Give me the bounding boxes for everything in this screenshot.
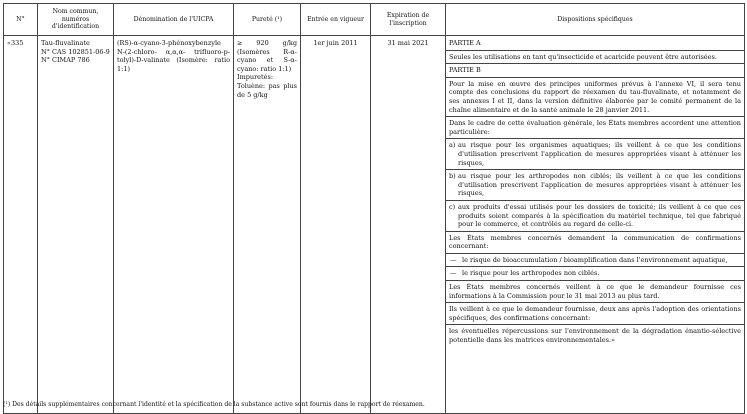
purity-value: ≥ 920 g/kg (Isomères R-α-cyano et S-α-cyano: ratio 1:1) [237, 39, 297, 73]
header-specific-provisions: Dispositions spécifiques [446, 4, 745, 36]
divider [446, 324, 744, 325]
substance-name: Tau-fluvalinate [41, 39, 90, 47]
item-label: b) [449, 172, 456, 181]
cimap-number: N° CIMAP 786 [41, 56, 90, 65]
item-label: a) [449, 141, 456, 150]
dash-label: — [450, 255, 457, 264]
deadline-text: Les États membres concernés veillent à ce que le demandeur fournisse ces informations à la Commission pour le 31 mai 2013 au plus tard. [449, 283, 741, 300]
divider [446, 253, 744, 254]
dash-text: le risque pour les arthropodes non ciblés. [462, 269, 600, 278]
confirm-intro: Les États membres concernés demandent la communication de confirmations concernant: [449, 233, 741, 251]
header-entry-into-force: Entrée en vigueur [301, 4, 371, 36]
divider [446, 231, 744, 232]
divider [446, 138, 744, 139]
cell-purity [234, 36, 301, 414]
iupac-name: (RS)-α-cyano-3-phénoxybenzyle N-(2-chloro- α,α,α- trifluoro-p-tolyl)-D-valinate (Isomère: ratio 1:1) [117, 39, 230, 73]
cell-iupac [114, 36, 234, 414]
part-a-text: Seules les utilisations en tant qu'insecticide et acaricide peuvent être autorisées. [449, 52, 717, 61]
list-item [449, 256, 741, 265]
cell-provisions [446, 36, 745, 414]
attention-intro: Dans le cadre de cette évaluation générale, les États membres accordent une attention particulière: [449, 119, 741, 136]
cell-entry-into-force [301, 36, 371, 414]
part-a-title: PARTIE A [449, 39, 481, 47]
divider [446, 200, 744, 201]
item-text: au risque pour les organismes aquatiques; ils veillent à ce que les conditions d'utilisation prescrivent l'application de mesures appropriées visant à atténuer les risques, [458, 141, 741, 167]
item-label: c) [449, 202, 456, 211]
cas-number: N° CAS 102851-06-9 [41, 47, 110, 56]
entry-date: 1er juin 2011 [313, 39, 358, 47]
item-text: au risque pour les arthropodes non ciblés; ils veillent à ce que les conditions d'utilisation prescrivent l'application de mesures appropriées visant à atténuer les risques, [458, 172, 741, 198]
divider [446, 63, 744, 64]
header-common-name: Nom commun, numéros d'identification [38, 4, 114, 36]
cell-common-name [38, 36, 114, 414]
footnote: (¹) Des détails supplémentaires concernant l'identité et la spécification de la substance active sont fournis dans le rapport de réexamen. [3, 401, 425, 408]
list-item [449, 269, 741, 278]
divider [446, 169, 744, 170]
cell-expiry [371, 36, 446, 414]
table-row [4, 36, 745, 414]
list-item [449, 141, 741, 167]
entry-number: «335 [7, 39, 24, 47]
part-b-intro: Pour la mise en œuvre des principes uniformes prévus à l'annexe VI, il sera tenu compte des conclusions du rapport de réexamen du tau-fluvalinate, et notamment de ses annexes I et II, dans la version définitive élaborée par le comité permanent de la chaîne alimentaire et de la santé animale le 28 janvier 2011. [449, 79, 741, 114]
divider [446, 116, 744, 117]
dash-text: le risque de bioaccumulation / bioamplification dans l'environnement aquatique, [462, 255, 728, 264]
impurities-label: Impuretés: [237, 73, 274, 82]
divider [446, 266, 744, 267]
part-b-title: PARTIE B [449, 66, 481, 75]
final-text: les éventuelles répercussions sur l'environnement de la dégradation énantio-sélective potentielle dans les matrices environnementales.» [449, 327, 741, 345]
header-iupac: Dénomination de l'UICPA [114, 4, 234, 36]
toluene-limit: Toluène: pas plus de 5 g/kg [237, 81, 297, 99]
item-text: aux produits d'essai utilisés pour les dossiers de toxicité; ils veillent à ce que ces produits soient comparés à la spécification du matériel technique, tel que fabriqué pour le commerce, et contrôlés au regard de celle-ci. [458, 202, 741, 229]
header-expiry: Expiration de l'inscription [371, 4, 446, 36]
dash-label: — [450, 269, 457, 278]
header-number: N° [4, 4, 38, 36]
header-row [4, 4, 745, 36]
expiry-date: 31 mai 2021 [387, 39, 429, 47]
regulation-table [3, 3, 745, 414]
divider [446, 50, 744, 51]
divider [446, 280, 744, 281]
header-purity: Pureté (¹) [234, 4, 301, 36]
cell-number [4, 36, 38, 414]
divider [446, 77, 744, 78]
divider [446, 302, 744, 303]
two-years-text: Ils veillent à ce que le demandeur fournisse, deux ans après l'adoption des orientations spécifiques, des confirmations concernant: [449, 305, 741, 322]
list-item [449, 172, 741, 198]
list-item [449, 203, 741, 229]
